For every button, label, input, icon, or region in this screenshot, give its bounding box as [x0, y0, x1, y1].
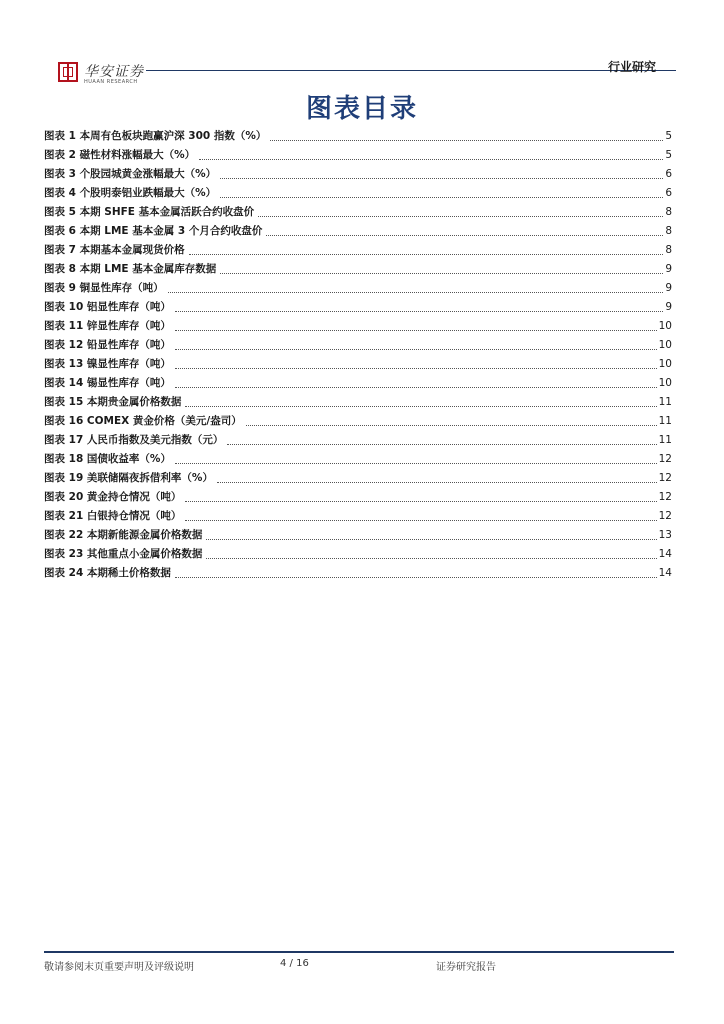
toc-dot-leader [175, 329, 657, 331]
toc-entry[interactable] [44, 127, 672, 146]
toc-entry[interactable] [44, 279, 672, 298]
huaan-logo-icon [58, 62, 78, 82]
toc-entry-page[interactable]: 11 [658, 396, 672, 408]
toc-entry-page[interactable]: 10 [658, 377, 672, 389]
toc-entry-page[interactable]: 8 [665, 244, 672, 256]
toc-entry[interactable] [44, 374, 672, 393]
footer-divider [44, 951, 674, 953]
toc-dot-leader [189, 253, 664, 255]
toc-entry-page[interactable]: 9 [665, 282, 672, 294]
toc-entry[interactable] [44, 488, 672, 507]
toc-entry-label[interactable]: 图表 4 个股明泰铝业跌幅最大（%） [44, 187, 217, 199]
toc-entry-label[interactable]: 图表 12 铅显性库存（吨） [44, 339, 171, 351]
toc-entry[interactable] [44, 526, 672, 545]
toc-entry-label[interactable]: 图表 13 镍显性库存（吨） [44, 358, 171, 370]
toc-entry-label[interactable]: 图表 21 白银持仓情况（吨） [44, 510, 182, 522]
logo-text-cn: 华安证券 [84, 64, 144, 80]
toc-dot-leader [246, 424, 657, 426]
toc-entry-label[interactable]: 图表 14 锡显性库存（吨） [44, 377, 171, 389]
toc-entry-label[interactable]: 图表 3 个股园城黄金涨幅最大（%） [44, 168, 217, 180]
toc-entry-label[interactable]: 图表 11 锌显性库存（吨） [44, 320, 171, 332]
footer-page-number: 4 / 16 [280, 958, 309, 969]
toc-dot-leader [185, 500, 656, 502]
toc-entry[interactable] [44, 564, 672, 583]
toc-entry-page[interactable]: 8 [665, 206, 672, 218]
toc-entry-label[interactable]: 图表 5 本期 SHFE 基本金属活跃合约收盘价 [44, 206, 255, 218]
toc-entry-page[interactable]: 14 [658, 567, 672, 579]
toc-entry[interactable] [44, 203, 672, 222]
toc-entry-label[interactable]: 图表 7 本期基本金属现货价格 [44, 244, 185, 256]
toc-entry-label[interactable]: 图表 18 国债收益率（%） [44, 453, 171, 465]
toc-entry[interactable] [44, 393, 672, 412]
page-header [44, 56, 676, 92]
toc-entry[interactable] [44, 412, 672, 431]
toc-dot-leader [185, 519, 656, 521]
toc-entry-label[interactable]: 图表 15 本期贵金属价格数据 [44, 396, 182, 408]
toc-entry-page[interactable]: 9 [665, 263, 672, 275]
toc-entry[interactable] [44, 260, 672, 279]
toc-entry-label[interactable]: 图表 1 本周有色板块跑赢沪深 300 指数（%） [44, 130, 267, 142]
toc-dot-leader [175, 576, 657, 578]
toc-entry-page[interactable]: 12 [658, 453, 672, 465]
toc-dot-leader [185, 405, 656, 407]
toc-entry[interactable] [44, 222, 672, 241]
toc-entry-page[interactable]: 12 [658, 472, 672, 484]
footer-report-type: 证券研究报告 [436, 962, 496, 973]
toc-entry[interactable] [44, 317, 672, 336]
toc-dot-leader [258, 215, 663, 217]
page-title: 图表目录 [305, 94, 418, 124]
toc-entry-page[interactable]: 11 [658, 434, 672, 446]
toc-entry-label[interactable]: 图表 19 美联储隔夜拆借利率（%） [44, 472, 213, 484]
logo-text-en: HUAAN RESEARCH [84, 79, 138, 85]
toc-entry-label[interactable]: 图表 16 COMEX 黄金价格（美元/盎司） [44, 415, 242, 427]
toc-dot-leader [168, 291, 664, 293]
toc-dot-leader [220, 196, 663, 198]
toc-entry-label[interactable]: 图表 2 磁性材料涨幅最大（%） [44, 149, 196, 161]
toc-entry-page[interactable]: 8 [665, 225, 672, 237]
toc-entry-page[interactable]: 9 [665, 301, 672, 313]
toc-entry-label[interactable]: 图表 17 人民币指数及美元指数（元） [44, 434, 224, 446]
toc-dot-leader [175, 310, 663, 312]
toc-entry-label[interactable]: 图表 20 黄金持仓情况（吨） [44, 491, 182, 503]
toc-entry[interactable] [44, 298, 672, 317]
toc-entry-label[interactable]: 图表 6 本期 LME 基本金属 3 个月合约收盘价 [44, 225, 263, 237]
footer-disclaimer: 敬请参阅末页重要声明及评级说明 [44, 962, 194, 973]
toc-entry[interactable] [44, 184, 672, 203]
table-of-figures [44, 127, 672, 583]
toc-dot-leader [175, 348, 657, 350]
toc-entry-page[interactable]: 14 [658, 548, 672, 560]
header-divider [146, 70, 676, 71]
toc-dot-leader [270, 139, 663, 141]
toc-entry-page[interactable]: 12 [658, 491, 672, 503]
toc-entry[interactable] [44, 545, 672, 564]
toc-dot-leader [217, 481, 657, 483]
toc-entry[interactable] [44, 146, 672, 165]
toc-entry-label[interactable]: 图表 24 本期稀土价格数据 [44, 567, 171, 579]
toc-entry[interactable] [44, 507, 672, 526]
toc-entry-label[interactable]: 图表 8 本期 LME 基本金属库存数据 [44, 263, 217, 275]
toc-entry[interactable] [44, 469, 672, 488]
toc-entry-page[interactable]: 6 [665, 168, 672, 180]
toc-entry-label[interactable]: 图表 9 铜显性库存（吨） [44, 282, 164, 294]
toc-dot-leader [175, 462, 657, 464]
toc-entry-page[interactable]: 10 [658, 339, 672, 351]
toc-entry-page[interactable]: 10 [658, 320, 672, 332]
toc-entry-page[interactable]: 13 [658, 529, 672, 541]
toc-entry-page[interactable]: 5 [665, 149, 672, 161]
toc-dot-leader [266, 234, 663, 236]
toc-dot-leader [220, 177, 663, 179]
toc-dot-leader [206, 557, 656, 559]
toc-entry-label[interactable]: 图表 10 铝显性库存（吨） [44, 301, 171, 313]
toc-entry-page[interactable]: 10 [658, 358, 672, 370]
toc-entry[interactable] [44, 431, 672, 450]
toc-entry-page[interactable]: 5 [665, 130, 672, 142]
toc-entry-page[interactable]: 12 [658, 510, 672, 522]
toc-dot-leader [175, 386, 657, 388]
toc-entry[interactable] [44, 165, 672, 184]
toc-entry-label[interactable]: 图表 22 本期新能源金属价格数据 [44, 529, 203, 541]
toc-dot-leader [206, 538, 656, 540]
toc-entry[interactable] [44, 336, 672, 355]
toc-entry-page[interactable]: 11 [658, 415, 672, 427]
toc-entry-page[interactable]: 6 [665, 187, 672, 199]
toc-dot-leader [175, 367, 657, 369]
toc-dot-leader [220, 272, 663, 274]
toc-entry-label[interactable]: 图表 23 其他重点小金属价格数据 [44, 548, 203, 560]
toc-entry[interactable] [44, 355, 672, 374]
toc-dot-leader [199, 158, 663, 160]
toc-entry[interactable] [44, 241, 672, 260]
toc-entry[interactable] [44, 450, 672, 469]
section-label: 行业研究 [607, 60, 656, 74]
toc-dot-leader [227, 443, 656, 445]
